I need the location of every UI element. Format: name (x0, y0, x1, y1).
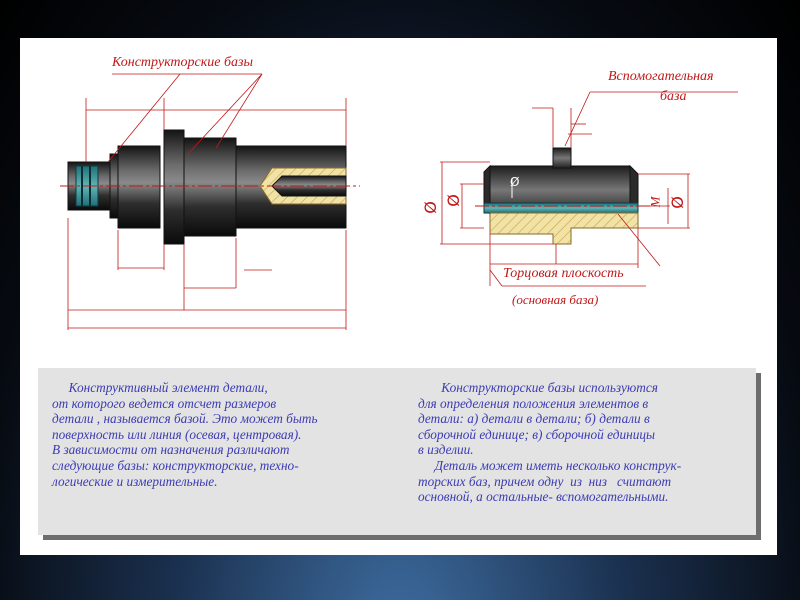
diameter-symbol: Ø (420, 201, 440, 214)
auxiliary-base-label-line2: база (660, 89, 687, 104)
diameter-symbol: Ø (667, 196, 687, 209)
diameter-symbol: Ø (443, 194, 463, 207)
definition-text-panel: Конструктивный элемент детали, от которого ведется отсчет размеров детали , называется базой. Это может быть поверхность или линия (осевая, центровая). В зависимости от назначения различают следующие базы: конструкторские, техно- логические и измерительные. (38, 368, 406, 535)
thread-symbol: M (647, 196, 663, 208)
end-face-label: Торцовая плоскость (503, 266, 624, 281)
main-base-label: (основная база) (512, 292, 599, 307)
design-bases-label: Конструкторские базы (112, 55, 253, 70)
part-hatch (490, 213, 638, 244)
auxiliary-base-label: Вспомогательная (608, 69, 714, 84)
slide (20, 38, 777, 555)
shaft-step-3 (184, 138, 236, 236)
left-shaft (60, 130, 360, 244)
shaft-step-2 (118, 146, 160, 228)
right-part (475, 148, 650, 244)
shaft-collar (164, 130, 184, 244)
diameter-symbol: Ø (510, 175, 520, 189)
part-bore (484, 203, 638, 213)
usage-text-panel: Конструкторские базы используются для определения положения элементов в детали: а) детали в детали; б) детали в сборочной единице; в) сборочной единицы в изделии. Деталь может иметь несколько конструк- торских баз, причем одну из низ считают основной, а остальные- вспомогательными. (404, 368, 756, 535)
technical-drawing (20, 38, 777, 368)
part-collar (553, 148, 571, 168)
